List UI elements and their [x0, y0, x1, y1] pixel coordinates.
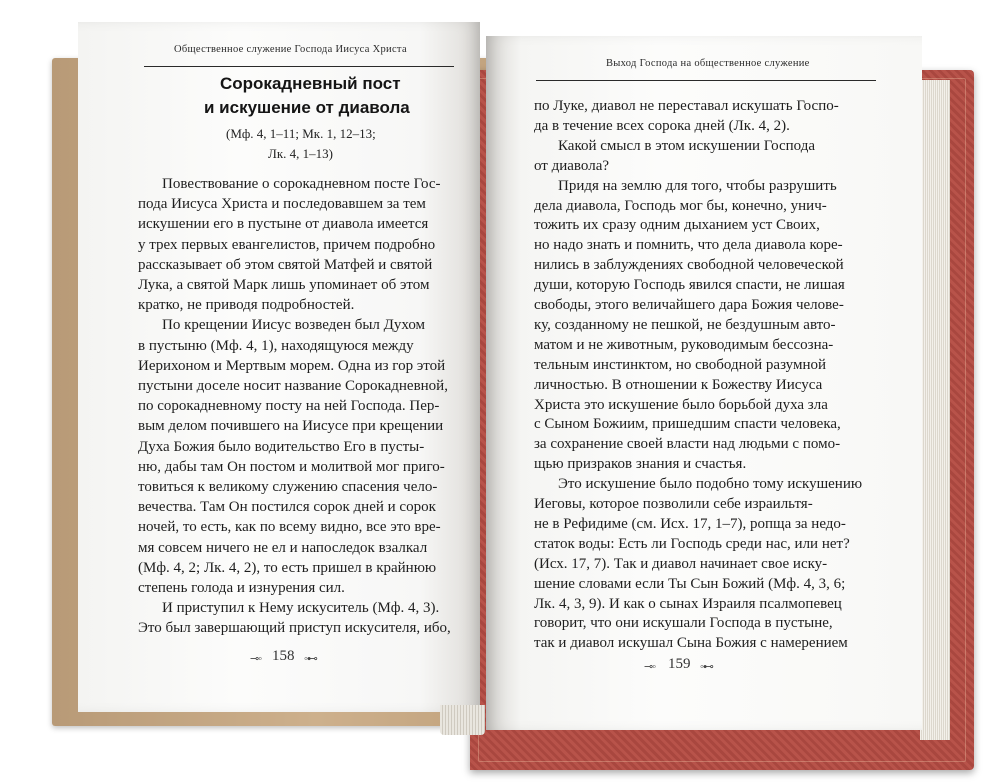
- scripture-reference-line-1: (Мф. 4, 1–11; Мк. 1, 12–13;: [226, 126, 376, 141]
- text-line: но надо знать и помнить, что дела диавола коре-: [534, 237, 843, 254]
- text-line: да в течение всех сорока дней (Лк. 4, 2).: [534, 117, 790, 134]
- text-line: По крещении Иисус возведен был Духом: [162, 317, 426, 334]
- text-line: кратко, не приводя подробностей.: [138, 297, 355, 314]
- text-line: у трех первых евангелистов, причем подробно: [138, 236, 436, 253]
- text-line: так и диавол искушал Сына Божия с намерением: [534, 635, 848, 652]
- text-line: И приступил к Нему искуситель (Мф. 4, 3).: [162, 600, 440, 617]
- text-line: тожить их сразу одним дыханием уст Своих,: [534, 217, 820, 234]
- ornament-left-icon: ⊸◦: [644, 661, 656, 673]
- text-line: Какой смысл в этом искушении Господа: [558, 137, 816, 154]
- text-line: шение словами если Ты Сын Божий (Мф. 4, 3, 6;: [534, 575, 846, 592]
- section-heading-line-2: и искушение от диавола: [204, 98, 410, 117]
- text-line: личностью. В отношении к Божеству Иисуса: [534, 376, 823, 393]
- text-line: дела диавола, Господь мог бы, конечно, унич-: [534, 197, 827, 214]
- page-edges: [920, 80, 950, 740]
- text-line: Это был завершающий приступ искусителя, ибо,: [138, 620, 451, 637]
- text-line: с Сыном Божиим, пришедшим спасти человека,: [534, 416, 841, 433]
- text-line: вечества. Там Он постился сорок дней и сорок: [138, 499, 436, 516]
- text-line: товиться к великому служению спасения чело-: [138, 479, 438, 495]
- text-line: души, которую Господь явился спасти, не лишая: [534, 277, 845, 294]
- text-line: Это искушение было подобно тому искушению: [558, 476, 863, 493]
- text-line: Духа Божия было водительство Его в пусты-: [138, 438, 425, 455]
- text-line: в пустыню (Мф. 4, 1), находящуюся между: [138, 337, 414, 354]
- text-line: Придя на землю для того, чтобы разрушить: [558, 177, 837, 194]
- ornament-left-icon: ⊸◦: [250, 653, 262, 665]
- right-page-number: 159: [668, 656, 691, 672]
- text-line: от диавола?: [534, 157, 610, 174]
- text-line: Иеговы, которое позволили себе израильтя-: [534, 496, 813, 512]
- text-line: пустыни доселе носит название Сорокадневной,: [138, 378, 448, 394]
- text-line: Лука, а святой Марк лишь упоминает об этом: [138, 277, 430, 293]
- text-line: по Луке, диавол не переставал искушать Госпо-: [534, 98, 839, 114]
- text-line: (Мф. 4, 2; Лк. 4, 2), то есть пришел в крайнюю: [138, 559, 437, 576]
- left-running-head: Общественное служение Господа Иисуса Христа: [174, 44, 407, 55]
- text-line: ку, созданному не пешкой, не бездушным авто-: [534, 316, 836, 333]
- text-line: тельным инстинктом, но свободной разумной: [534, 356, 827, 373]
- left-header-rule: [144, 66, 454, 67]
- text-line: ню, дабы там Он постом и молитвой мог приго-: [138, 458, 445, 475]
- text-line: Лк. 4, 3, 9). И как о сынах Израиля псалмопевец: [534, 595, 842, 612]
- text-line: говорит, что они искушали Господа в пустыне,: [534, 615, 833, 632]
- right-header-rule: [536, 80, 876, 81]
- text-line: Христа это искушение было борьбой духа зла: [534, 396, 828, 413]
- left-page-number: 158: [272, 648, 295, 664]
- text-line: свободы, этого величайшего дара Божия челове-: [534, 297, 844, 313]
- text-line: по сорокадневному посту на ней Господа. Пер-: [138, 398, 440, 415]
- text-line: статок воды: Есть ли Господь среди нас, или нет?: [534, 535, 850, 552]
- scripture-reference-line-2: Лк. 4, 1–13): [268, 146, 333, 161]
- text-line: щью призраков знания и счастья.: [534, 456, 747, 473]
- text-line: ночей, то есть, как по всему видно, все это вре-: [138, 519, 441, 536]
- text-line: за сохранение своей власти над людьми с помо-: [534, 436, 841, 453]
- section-heading-line-1: Сорокадневный пост: [220, 74, 401, 93]
- text-line: рассказывает об этом святой Матфей и святой: [138, 256, 433, 273]
- text-line: искушении его в пустыне от диавола имеется: [138, 216, 429, 233]
- text-line: нились в заблуждениях свободной человеческой: [534, 257, 844, 274]
- text-line: не в Рефидиме (см. Исх. 17, 1–7), ропща за недо-: [534, 515, 846, 532]
- text-line: (Исх. 17, 7). Так и диавол начинает свое иску-: [534, 555, 828, 572]
- text-line: мя совсем ничего не ел и напоследок взалкал: [138, 539, 428, 556]
- right-running-head: Выход Господа на общественное служение: [606, 58, 810, 69]
- ornament-right-icon: ◦⊷: [304, 653, 317, 665]
- text-line: вым делом почившего на Иисусе при крещении: [138, 418, 444, 435]
- text-line: степень голода и изнурения сил.: [138, 580, 345, 596]
- text-line: матом и не животным, руководимым бессозна-: [534, 336, 834, 353]
- ornament-right-icon: ◦⊷: [700, 661, 713, 673]
- text-line: Повествование о сорокадневном посте Гос-: [162, 176, 441, 192]
- bookmark-ribbon: [440, 705, 485, 735]
- left-page: [78, 22, 480, 712]
- right-page: [486, 36, 922, 730]
- text-line: пода Иисуса Христа и последовавшем за тем: [138, 196, 426, 213]
- text-line: Иерихоном и Мертвым морем. Одна из гор этой: [138, 357, 446, 374]
